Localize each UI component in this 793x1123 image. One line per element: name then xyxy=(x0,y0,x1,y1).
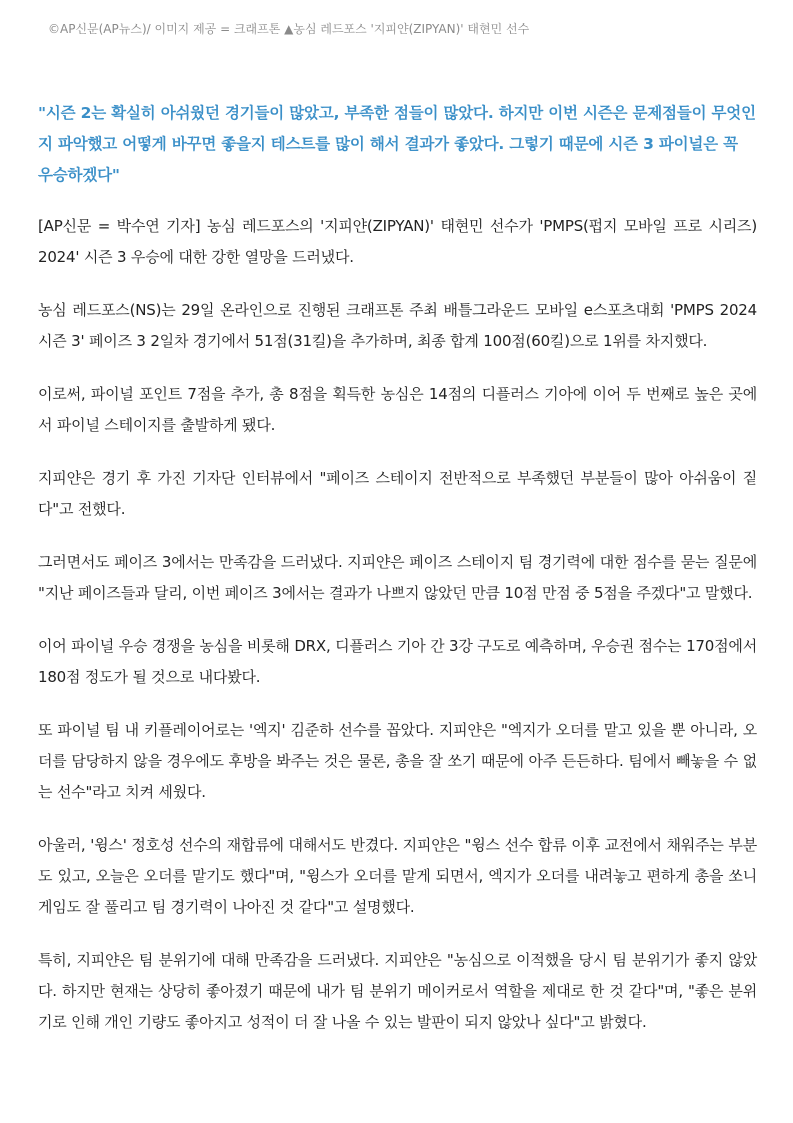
article-paragraph: 이어 파이널 우승 경쟁을 농심을 비롯해 DRX, 디플러스 기아 간 3강 구도로 예측하며, 우승권 점수는 170점에서 180점 정도가 될 것으로 내다봤다. xyxy=(38,637,757,686)
photo-caption: ©AP신문(AP뉴스)/ 이미지 제공 = 크래프톤 ▲농심 레드포스 '지피얀(ZIPYAN)' 태현민 선수 xyxy=(48,22,530,36)
article-paragraph: 이로써, 파이널 포인트 7점을 추가, 총 8점을 획득한 농심은 14점의 디플러스 기아에 이어 두 번째로 높은 곳에서 파이널 스테이지를 출발하게 됐다. xyxy=(38,385,757,434)
article-paragraph: 또 파이널 팀 내 키플레이어로는 '엑지' 김준하 선수를 꼽았다. 지피얀은 "엑지가 오더를 맡고 있을 뿐 아니라, 오더를 담당하지 않을 경우에도 후방을 봐주는 것은 물론, 총을 잘 쏘기 때문에 아주 든든하다. 팀에서 빼놓을 수 없는 선수"라고 치켜 세웠다. xyxy=(38,721,757,801)
article-paragraph: 특히, 지피얀은 팀 분위기에 대해 만족감을 드러냈다. 지피얀은 "농심으로 이적했을 당시 팀 분위기가 좋지 않았다. 하지만 현재는 상당히 좋아졌기 때문에 내가 팀 분위기 메이커로서 역할을 제대로 한 것 같다"며, "좋은 분위기로 인해 개인 기량도 좋아지고 성적이 더 잘 나올 수 있는 발판이 되지 않았나 싶다"고 밝혔다. xyxy=(38,951,757,1031)
article-paragraph: 그러면서도 페이즈 3에서는 만족감을 드러냈다. 지피얀은 페이즈 스테이지 팀 경기력에 대한 점수를 묻는 질문에 "지난 페이즈들과 달리, 이번 페이즈 3에서는 결과가 나쁘지 않았던 만큼 10점 만점 중 5점을 주겠다"고 말했다. xyxy=(38,553,757,602)
article-paragraph: 농심 레드포스(NS)는 29일 온라인으로 진행된 크래프톤 주최 배틀그라운드 모바일 e스포츠대회 'PMPS 2024 시즌 3' 페이즈 3 2일차 경기에서 51점(31킬)을 추가하며, 최종 합계 100점(60킬)으로 1위를 차지했다. xyxy=(38,301,757,350)
article-paragraph: 아울러, '윙스' 정호성 선수의 재합류에 대해서도 반겼다. 지피얀은 "윙스 선수 합류 이후 교전에서 채워주는 부분도 있고, 오늘은 오더를 맡기도 했다"며, "윙스가 오더를 맡게 되면서, 엑지가 오더를 내려놓고 편하게 총을 쏘니 게임도 잘 풀리고 팀 경기력이 나아진 것 같다"고 설명했다. xyxy=(38,836,757,916)
article-paragraph: 지피얀은 경기 후 가진 기자단 인터뷰에서 "페이즈 스테이지 전반적으로 부족했던 부분들이 많아 아쉬움이 짙다"고 전했다. xyxy=(38,469,757,518)
article-paragraph-lead: [AP신문 = 박수연 기자] 농심 레드포스의 '지피얀(ZIPYAN)' 태현민 선수가 'PMPS(펍지 모바일 프로 시리즈) 2024' 시즌 3 우승에 대한 강한 열망을 드러냈다. xyxy=(38,217,757,266)
pull-quote: "시즌 2는 확실히 아쉬웠던 경기들이 많았고, 부족한 점들이 많았다. 하지만 이번 시즌은 문제점들이 무엇인지 파악했고 어떻게 바꾸면 좋을지 테스트를 많이 해서 결과가 좋았다. 그렇기 때문에 시즌 3 파이널은 꼭 우승하겠다" xyxy=(38,104,756,184)
